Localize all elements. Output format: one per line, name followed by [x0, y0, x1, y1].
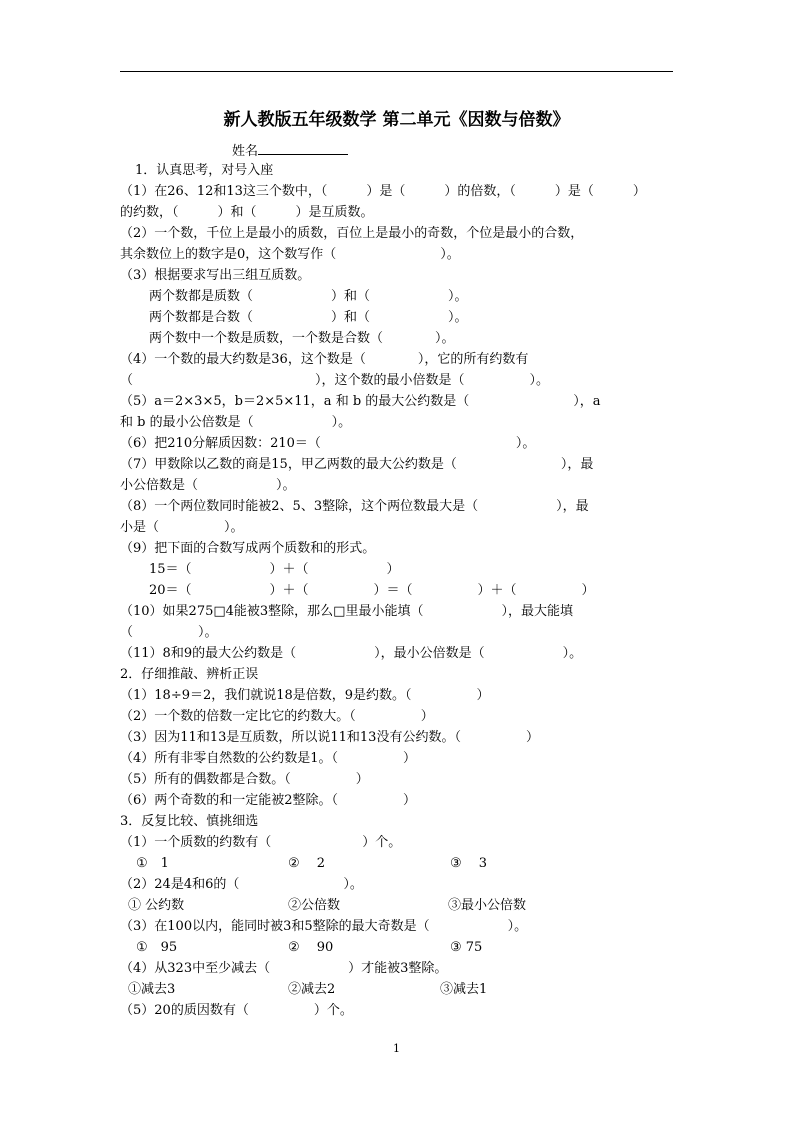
q3-3-option-b[interactable]: ② 90: [288, 940, 334, 955]
q1-8-line2: 小是（ ）。: [120, 520, 244, 535]
q1-2-line1: （2）一个数，千位上是最小的质数，百位上是最小的奇数，个位是最小的合数，: [120, 226, 584, 241]
q1-9-line2: 15＝（ ）＋（ ）: [149, 562, 400, 577]
header-rule: [120, 71, 673, 72]
q1-2-line2: 其余数位上的数字是0，这个数写作（ ）。: [120, 247, 460, 262]
q1-10-line1: （10）如果275□4能被3整除，那么□里最小能填（ ），最大能填: [120, 604, 573, 619]
q3-4-options: [120, 979, 673, 1000]
q3-4-option-a[interactable]: ①减去3: [128, 982, 176, 997]
q3-4: （4）从323中至少减去（ ）才能被3整除。: [120, 961, 448, 976]
q3-2-option-b[interactable]: ②公倍数: [288, 898, 341, 913]
q3-4-option-b[interactable]: ②减去2: [288, 982, 336, 997]
worksheet-body: [120, 160, 673, 1021]
page-title: 新人教版五年级数学 第二单元《因数与倍数》: [223, 110, 570, 130]
q1-4-line1: （4）一个数的最大约数是36，这个数是（ ），它的所有约数有: [120, 352, 529, 367]
q3-1-option-a[interactable]: ① 1: [136, 856, 169, 871]
q1-3-line1: （3）根据要求写出三组互质数。: [120, 268, 311, 283]
q2-4: （4）所有非零自然数的公约数是1。（ ）: [120, 751, 417, 766]
section-3-heading: 3．反复比较、慎挑细选: [120, 814, 259, 829]
section-1-heading: 1．认真思考，对号入座: [135, 163, 274, 178]
q1-3-line3: 两个数都是合数（ ）和（ ）。: [149, 310, 468, 325]
q3-2: （2）24是4和6的（ ）。: [120, 877, 363, 892]
q3-3: （3）在100以内，能同时被3和5整除的最大奇数是（ ）。: [120, 919, 528, 934]
section-2-heading: 2．仔细推敲、辨析正误: [120, 667, 259, 682]
q1-7-line2: 小公倍数是（ ）。: [120, 478, 296, 493]
q3-3-option-a[interactable]: ① 95: [136, 940, 178, 955]
q2-2: （2）一个数的倍数一定比它的约数大。（ ）: [120, 709, 434, 724]
q1-5-line2: 和 b 的最小公倍数是（ ）。: [120, 415, 352, 430]
q3-1: （1）一个质数的约数有（ ）个。: [120, 835, 402, 850]
q2-1: （1）18÷9＝2，我们就说18是倍数，9是约数。（ ）: [120, 688, 490, 703]
q3-1-option-c[interactable]: ③ 3: [450, 856, 488, 871]
q3-3-option-c[interactable]: ③ 75: [450, 940, 483, 955]
q1-6-line1: （6）把210分解质因数：210＝（ ）。: [120, 436, 536, 451]
page-number: 1: [393, 1042, 400, 1055]
q3-4-option-c[interactable]: ③减去1: [440, 982, 488, 997]
name-field: [232, 140, 348, 159]
q1-8-line1: （8）一个两位数同时能被2、5、3整除，这个两位数最大是（ ），最: [120, 499, 589, 514]
q1-1-line1: （1）在26、12和13这三个数中，（ ）是（ ）的倍数，（ ）是（ ）: [120, 184, 646, 199]
q3-5: （5）20的质因数有（ ）个。: [120, 1003, 353, 1018]
q3-2-option-c[interactable]: ③最小公倍数: [448, 898, 527, 913]
q3-1-options: [120, 853, 673, 874]
q2-5: （5）所有的偶数都是合数。（ ）: [120, 772, 369, 787]
q1-1-line2: 的约数，（ ）和（ ）是互质数。: [120, 205, 374, 220]
name-blank[interactable]: [258, 142, 348, 155]
q2-3: （3）因为11和13是互质数，所以说11和13没有公约数。（ ）: [120, 730, 539, 745]
q1-5-line1: （5）a＝2×3×5，b＝2×5×11，a 和 b 的最大公约数是（ ），a: [120, 394, 601, 409]
q1-3-line4: 两个数中一个数是质数，一个数是合数（ ）。: [149, 331, 455, 346]
q3-1-option-b[interactable]: ② 2: [288, 856, 326, 871]
name-label: 姓名: [232, 144, 259, 159]
q2-6: （6）两个奇数的和一定能被2整除。（ ）: [120, 793, 417, 808]
q1-3-line2: 两个数都是质数（ ）和（ ）。: [149, 289, 468, 304]
q1-9-line1: （9）把下面的合数写成两个质数和的形式。: [120, 541, 376, 556]
q1-9-line3: 20＝（ ）＋（ ）＝（ ）＋（ ）: [149, 583, 595, 598]
q1-11-line1: （11）8和9的最大公约数是（ ），最小公倍数是（ ）。: [120, 646, 583, 661]
q1-10-line2: （ ）。: [120, 625, 218, 640]
q1-4-line2: （ ），这个数的最小倍数是（ ）。: [120, 373, 550, 388]
q1-7-line1: （7）甲数除以乙数的商是15，甲乙两数的最大公约数是（ ），最: [120, 457, 594, 472]
q3-3-options: [120, 937, 673, 958]
q3-2-option-a[interactable]: ① 公约数: [128, 898, 185, 913]
q3-2-options: [120, 895, 673, 916]
